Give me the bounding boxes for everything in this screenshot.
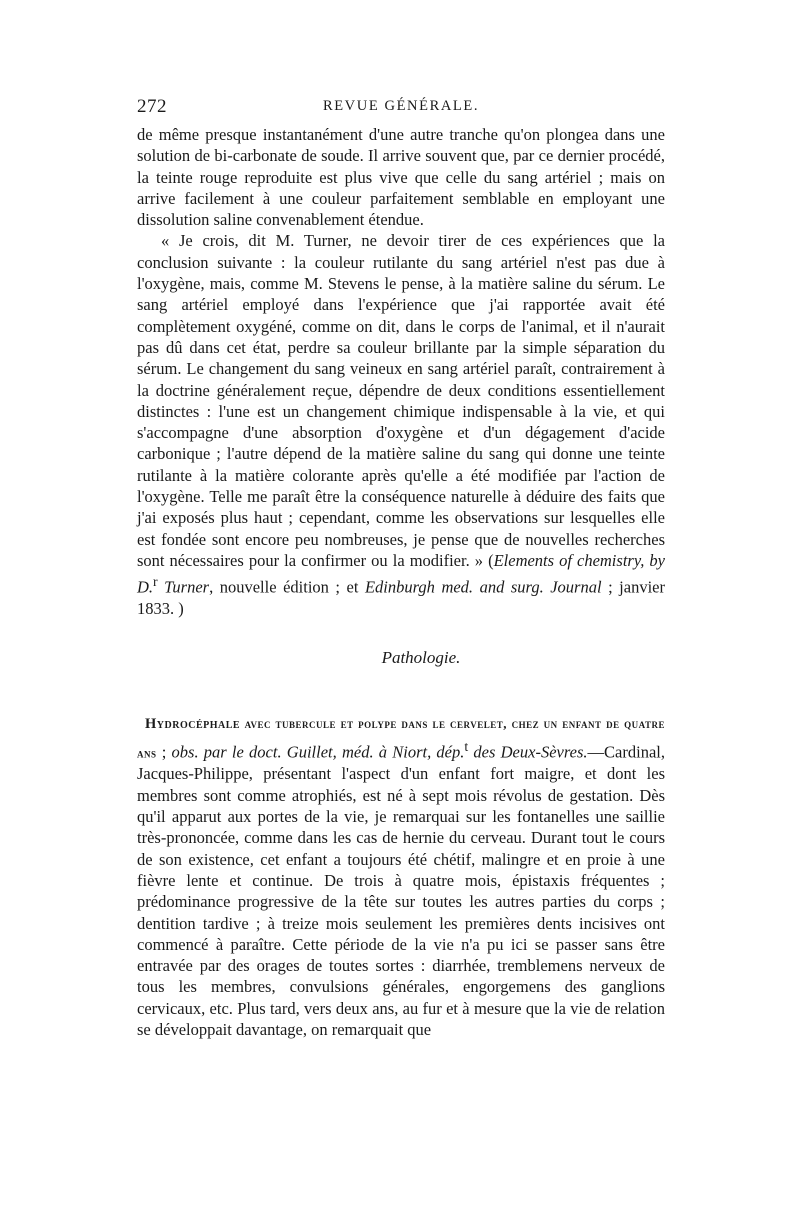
quote-body: « Je crois, dit M. Turner, ne devoir tirer de ces expériences que la conclusion suivante : la couleur rutilante du sang artériel n'est pas due à l'oxygène, mais, comme M. Stevens le pense, à la matière saline du sérum. Le sang artériel employé dans l'expérience que j'ai rapportée avait été complètement oxygéné, comme on dit, dans le corps de l'animal, et il n'aurait pas dû dans cet état, perdre sa couleur brillante par la simple séparation du sérum. Le changement du sang veineux en sang artériel paraît, contrairement à la doctrine généralement reçue, dépendre de deux conditions essentiellement distinctes : l'une est un changement chimique indispensable à la vie, et qui s'accompagne d'une absorption d'oxygène et d'un dégagement d'acide carbonique ; l'autre dépend de la matière saline du sang qui donne une teinte rutilante à la matière colorante après qu'elle a été modifiée par l'action de l'oxygène. Telle me paraît être la conséquence naturelle à déduire des faits que j'ai exposés plus haut ; cependant, comme les observations sur lesquelles elle est fondée sont encore peu nombreuses, je pense que de nouvelles recherches sont nécessaires pour la confirmer ou la modifier. » ( xyxy=(137,231,665,570)
running-head xyxy=(137,96,665,124)
citation-date: ; janvier 1833. ) xyxy=(137,577,665,619)
article-title-rest: avec tubercule et polype dans le cervelet, chez un enfant de quatre ans xyxy=(137,716,665,761)
citation-title: Elements of chemistry xyxy=(493,550,641,570)
article-hydrocephale xyxy=(137,712,665,1040)
article-obs-sup: t xyxy=(464,738,469,754)
paragraph-continuation: de même presque instantanément d'une autre tranche qu'on plongea dans une solution de bi-carbonate de soude. Il arrive souvent que, par ce dernier procédé, la teinte rouge reproduite est plus vive que celle du sang artériel ; mais on arrive facilement à une couleur parfaitement semblable en employant une dissolution saline convenablement étendue. xyxy=(137,125,665,230)
journal-title: REVUE GÉNÉRALE. xyxy=(322,98,480,114)
page-number: 272 xyxy=(137,96,167,117)
article-body: —Cardinal, Jacques-Philippe, présentant l'aspect d'un enfant fort maigre, et dont les membres sont comme atrophiés, est né à sept mois révolus de gestation. Dès qu'il apparut aux portes de la vie, je remarquai sur les fontanelles une saillie très-prononcée, comme dans les cas de hernie du cerveau. Durant tout le cours de son existence, cet enfant a toujours été chétif, malingre et en proie à une fièvre lente et continue. De trois à quatre mois, épistaxis fréquentes ; prédominance progressive de la tête sur toutes les autres parties du corps ; dentition tardive ; à treize mois seulement les premières dents incisives ont commencé à paraître. Cette période de la vie n'a pu ici se passer sans être entravée par des orages de toutes sortes : diarrhée, tremblemens nerveux de tous les membres, convulsions générales, engorgemens des ganglions cervicaux, etc. Plus tard, vers deux ans, au fur et à mesure que la vie de relation se développait davantage, on remarquait que xyxy=(137,742,665,1039)
article-title-first: Hydrocéphale xyxy=(145,716,241,733)
article-obs: obs. par le doct. Guillet, méd. à Niort, dép. xyxy=(171,742,465,762)
page xyxy=(137,96,665,1040)
citation-by: , by D. xyxy=(137,550,665,597)
citation-sup: r xyxy=(153,574,158,590)
main-text xyxy=(137,124,665,619)
article-obs-end: des Deux-Sèvres. xyxy=(468,742,588,762)
paragraph-turner-quote xyxy=(137,230,665,619)
citation-edition: , nouvelle édition ; et xyxy=(209,577,365,597)
citation-author: Turner xyxy=(157,577,210,597)
citation-journal: Edinburgh med. and surg. Journal xyxy=(364,577,602,597)
section-heading: Pathologie. xyxy=(381,648,461,668)
article-obs-intro: ; xyxy=(156,742,172,762)
